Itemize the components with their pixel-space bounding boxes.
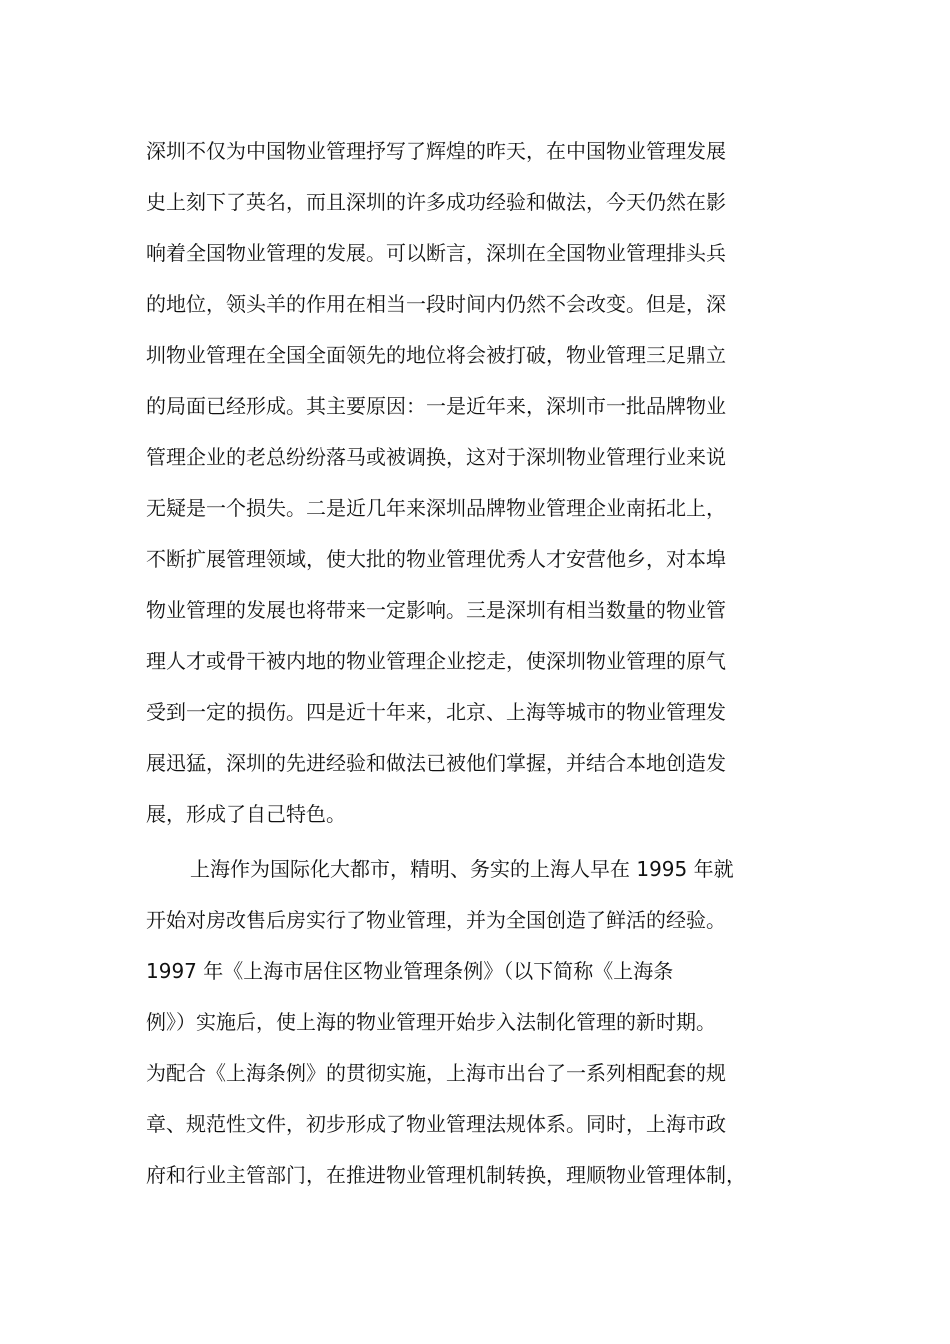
text-line: 物业管理的发展也将带来一定影响。三是深圳有相当数量的物业管 (146, 598, 726, 622)
text-line: 府和行业主管部门，在推进物业管理机制转换，理顺物业管理体制， (146, 1163, 746, 1187)
text-line: 圳物业管理在全国全面领先的地位将会被打破，物业管理三足鼎立 (146, 343, 726, 367)
text-line: 管理企业的老总纷纷落马或被调换，这对于深圳物业管理行业来说 (146, 445, 726, 469)
text-line: 无疑是一个损失。二是近几年来深圳品牌物业管理企业南拓北上， (146, 496, 726, 520)
text-line: 响着全国物业管理的发展。可以断言，深圳在全国物业管理排头兵 (146, 241, 726, 265)
text-line: 受到一定的损伤。四是近十年来，北京、上海等城市的物业管理发 (146, 700, 726, 724)
text-line: 理人才或骨干被内地的物业管理企业挖走，使深圳物业管理的原气 (146, 649, 726, 673)
text-line: 深圳不仅为中国物业管理抒写了辉煌的昨天，在中国物业管理发展 (146, 139, 726, 163)
text-line: 的地位，领头羊的作用在相当一段时间内仍然不会改变。但是，深 (146, 292, 726, 316)
text-line: 章、规范性文件，初步形成了物业管理法规体系。同时，上海市政 (146, 1112, 726, 1136)
text-line: 例》）实施后，使上海的物业管理开始步入法制化管理的新时期。 (146, 1010, 716, 1034)
text-line: 展迅猛，深圳的先进经验和做法已被他们掌握，并结合本地创造发 (146, 751, 726, 775)
text-line: 为配合《上海条例》的贯彻实施，上海市出台了一系列相配套的规 (146, 1061, 726, 1085)
text-line: 上海作为国际化大都市，精明、务实的上海人早在 1995 年就 (190, 857, 734, 881)
text-line: 史上刻下了英名，而且深圳的许多成功经验和做法，今天仍然在影 (146, 190, 726, 214)
text-line: 的局面已经形成。其主要原因：一是近年来，深圳市一批品牌物业 (146, 394, 726, 418)
text-line: 开始对房改售后房实行了物业管理，并为全国创造了鲜活的经验。 (146, 908, 726, 932)
text-line: 不断扩展管理领域，使大批的物业管理优秀人才安营他乡，对本埠 (146, 547, 726, 571)
text-line: 1997 年《上海市居住区物业管理条例》（以下简称《上海条 (146, 959, 674, 983)
text-line: 展，形成了自己特色。 (146, 802, 346, 826)
